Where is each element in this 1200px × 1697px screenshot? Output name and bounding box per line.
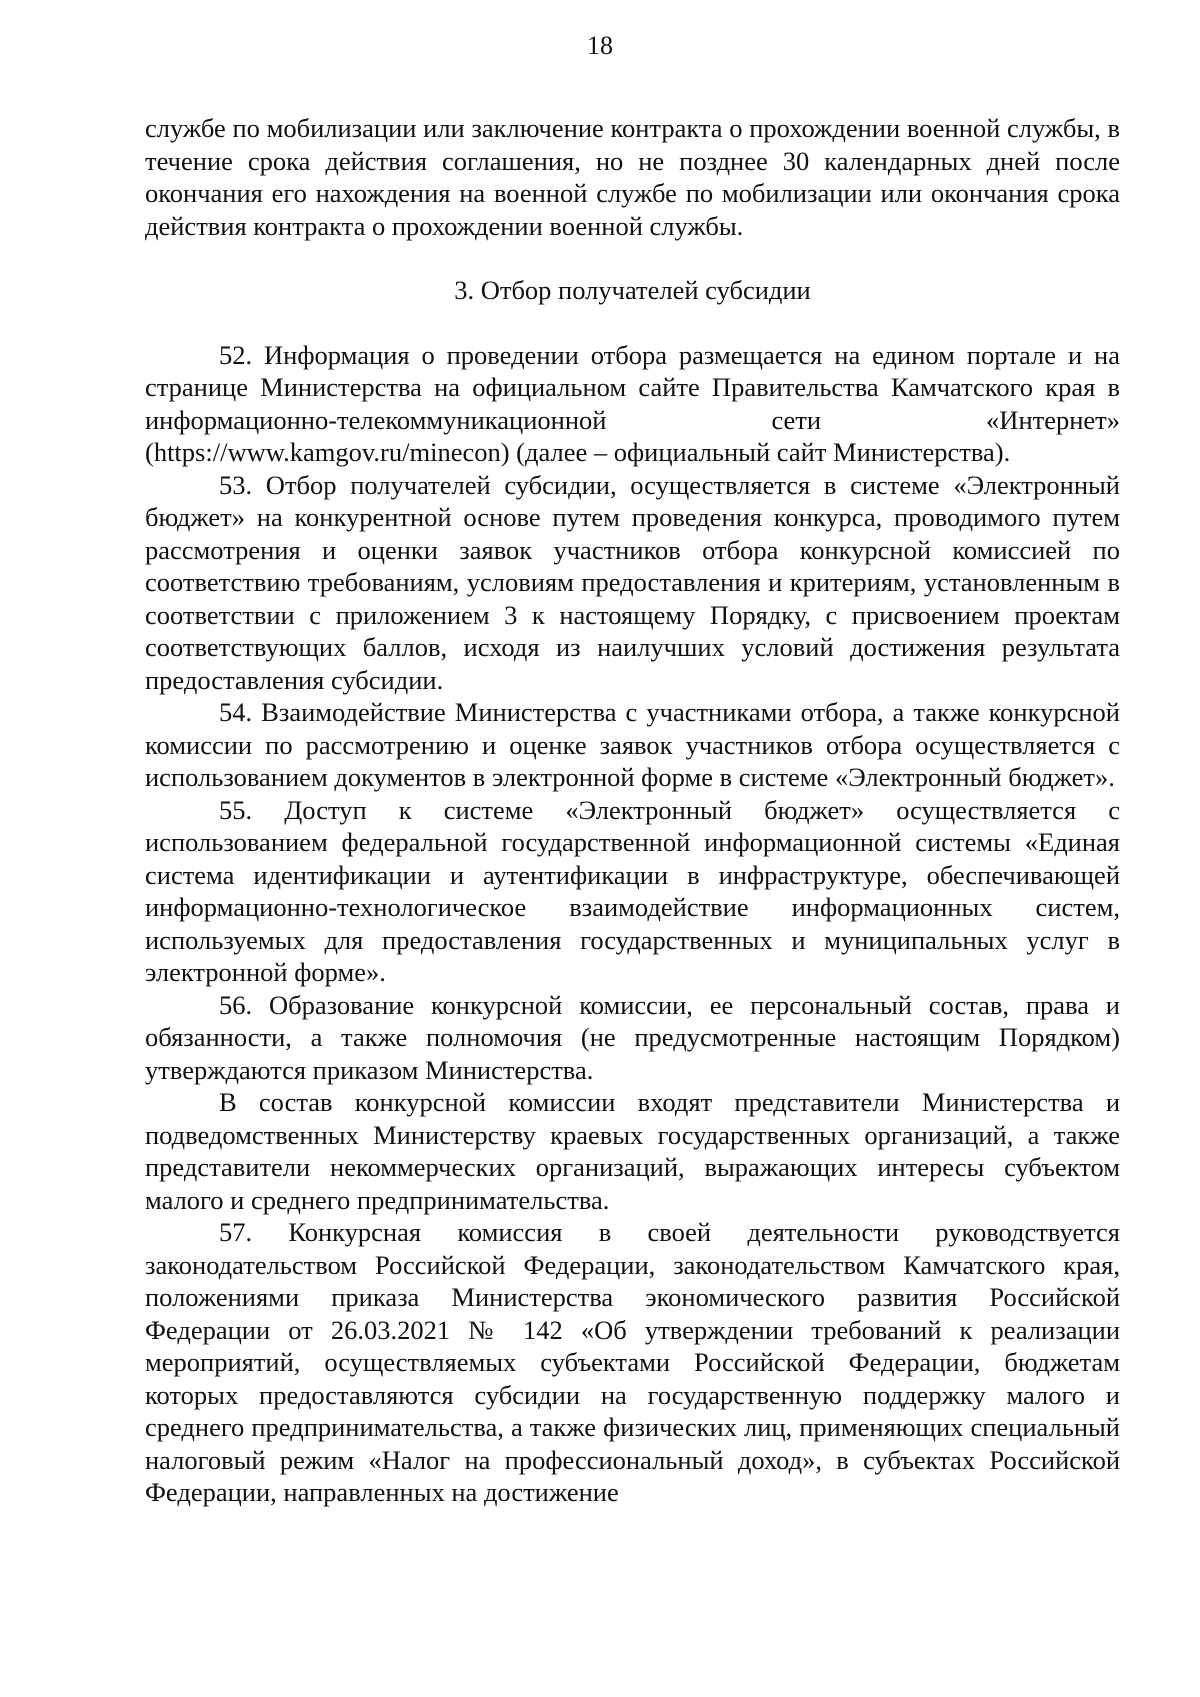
paragraph-commission-composition: В состав конкурсной комиссии входят представители Министерства и подведомственных Министерству краевых государственных организаций, а также представители некоммерческих организаций, выражающих интересы субъектом малого и среднего предпринимательства. [145, 1087, 1120, 1215]
page-number: 18 [587, 31, 613, 60]
paragraph-52: 52. Информация о проведении отбора размещается на едином портале и на странице Министерства на официальном сайте Правительства Камчатского края в информационно-телекоммуникационной сети «Интернет» (https://www.kamgov.ru/minecon) (далее – официальный сайт Министерства). [145, 339, 1120, 467]
paragraph-continuation: службе по мобилизации или заключение контракта о прохождении военной службы, в течение срока действия соглашения, но не позднее 30 календарных дней после окончания его нахождения на военной службе по мобилизации или окончания срока действия контракта о прохождении военной службы. [145, 113, 1120, 241]
paragraph-53: 53. Отбор получателей субсидии, осуществляется в системе «Электронный бюджет» на конкурентной основе путем проведения конкурса, проводимого путем рассмотрения и оценки заявок участников отбора конкурсной комиссией по соответствию требованиям, условиям предоставления и критериям, установленным в соответствии с приложением 3 к настоящему Порядку, с присвоением проектам соответствующих баллов, исходя из наилучших условий достижения результата предоставления субсидии. [145, 469, 1120, 695]
paragraph-56: 56. Образование конкурсной комиссии, ее персональный состав, права и обязанности, а также полномочия (не предусмотренные настоящим Порядком) утверждаются приказом Министерства. [145, 989, 1120, 1085]
section-heading: 3. Отбор получателей субсидии [454, 275, 811, 305]
document-body [145, 112, 1120, 1509]
paragraph-54: 54. Взаимодействие Министерства с участниками отбора, а также конкурсной комиссии по рассмотрению и оценке заявок участников отбора осуществляется с использованием документов в электронной форме в системе «Электронный бюджет». [145, 697, 1120, 792]
paragraph-55: 55. Доступ к системе «Электронный бюджет» осуществляется с использованием федеральной государственной информационной системы «Единая система идентификации и аутентификации в инфраструктуре, обеспечивающей информационно-технологическое взаимодействие информационных систем, используемых для предоставления государственных и муниципальных услуг в электронной форме». [145, 794, 1120, 987]
paragraph-57: 57. Конкурсная комиссия в своей деятельности руководствуется законодательством Российской Федерации, законодательством Камчатского края, положениями приказа Министерства экономического развития Российской Федерации от 26.03.2021 № 142 «Об утверждении требований к реализации мероприятий, осуществляемых субъектами Российской Федерации, бюджетам которых предоставляются субсидии на государственную поддержку малого и среднего предпринимательства, а также физических лиц, применяющих специальный налоговый режим «Налог на профессиональный доход», в субъектах Российской Федерации, направленных на достижение [145, 1217, 1120, 1507]
